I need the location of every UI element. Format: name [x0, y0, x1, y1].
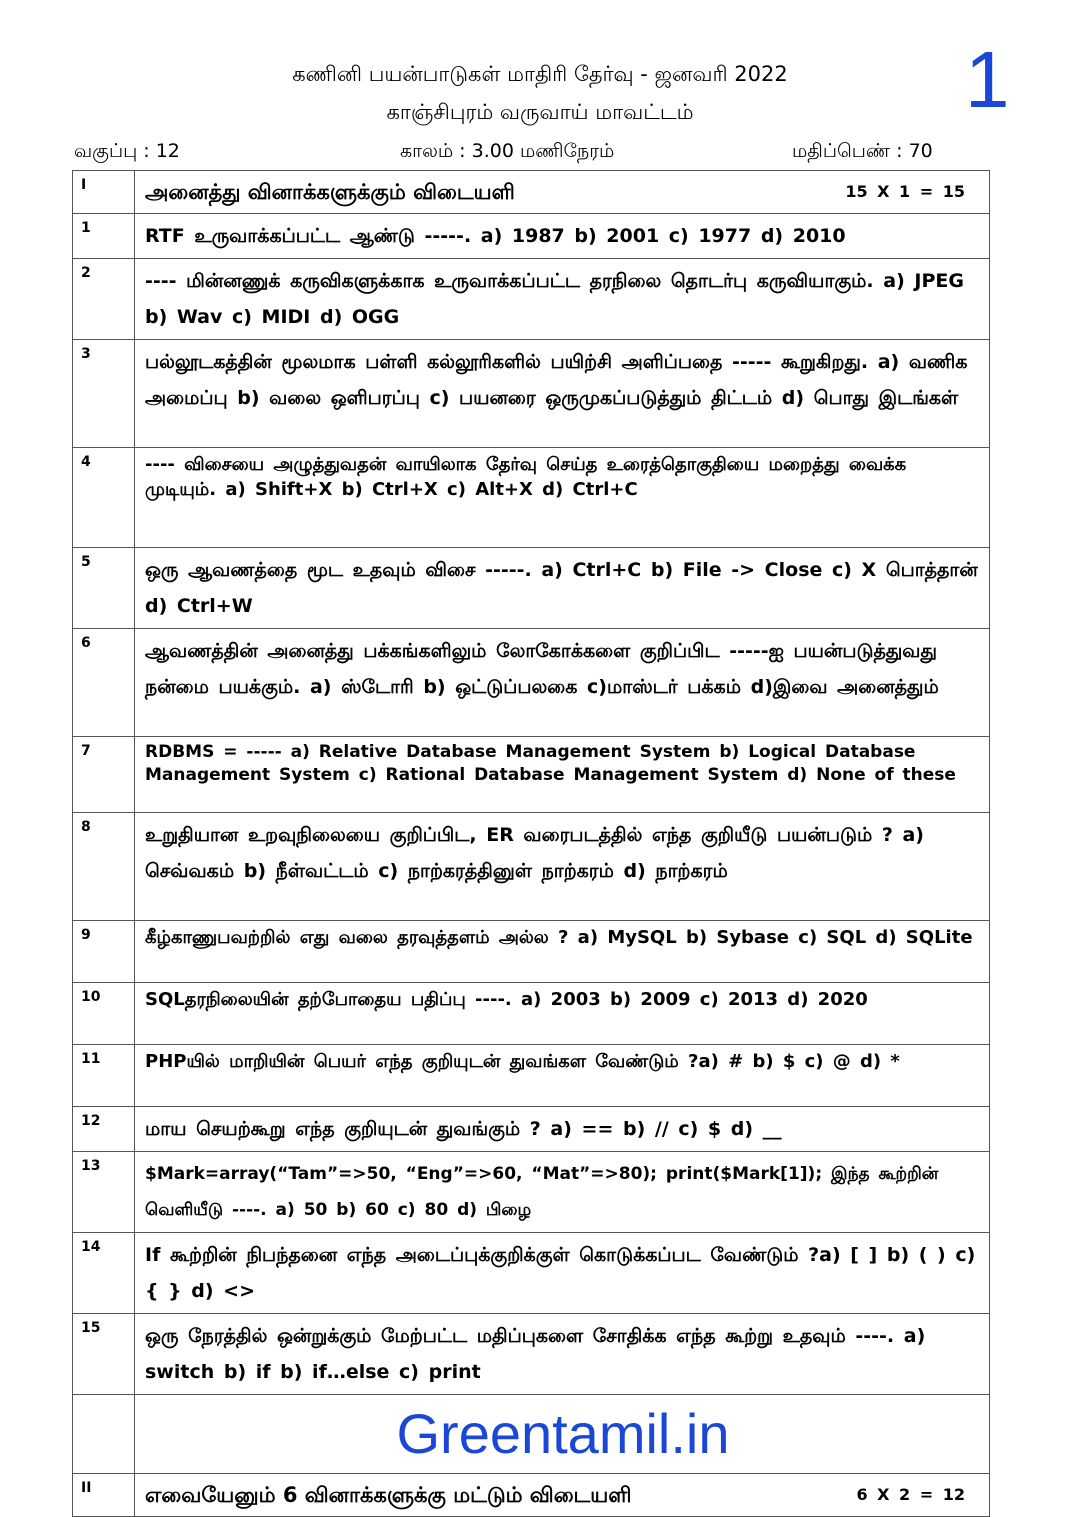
question-row: [73, 1107, 990, 1152]
question-text: ---- விசையை அழுத்துவதன் வாயிலாக தேர்வு செய்த உரைத்தொகுதியை மறைத்து வைக்க முடியும். a) Shift+X b) Ctrl+X c) Alt+X d) Ctrl+C: [145, 454, 907, 500]
question-number: 4: [73, 448, 135, 548]
question-row: [73, 340, 990, 448]
question-row: [73, 214, 990, 259]
time-info: காலம் : 3.00 மணிநேரம்: [400, 140, 615, 162]
question-table: [72, 170, 990, 1517]
class-info: வகுப்பு : 12: [74, 140, 180, 162]
question-text: பல்லூடகத்தின் மூலமாக பள்ளி கல்லூரிகளில் பயிற்சி அளிப்பதை ----- கூறுகிறது. a) வணிக அமைப்பு b) வலை ஒளிபரப்பு c) பயனரை ஒருமுகப்படுத்தும் திட்டம் d) பொது இடங்கள்: [145, 351, 968, 409]
section-number: I: [73, 171, 135, 214]
section-number: II: [73, 1474, 135, 1517]
watermark-row: [73, 1395, 990, 1474]
question-row: [73, 983, 990, 1045]
section-marks: 15 X 1 = 15: [845, 182, 965, 201]
question-row: [73, 259, 990, 340]
question-row: [73, 813, 990, 921]
question-text: PHPயில் மாறியின் பெயர் எந்த குறியுடன் துவங்கள வேண்டும் ?a) # b) $ c) @ d) *: [145, 1051, 900, 1072]
question-text: ஆவணத்தின் அனைத்து பக்கங்களிலும் லோகோக்களை குறிப்பிட -----ஐ பயன்படுத்துவது நன்மை பயக்கும். a) ஸ்டோரி b) ஒட்டுப்பலகை c)மாஸ்டர் பக்கம் d)இவை அனைத்தும்: [145, 640, 939, 698]
section-title: எவையேனும் 6 வினாக்களுக்கு மட்டும் விடையளி: [145, 1483, 632, 1507]
question-row: [73, 548, 990, 629]
marks-info: மதிப்பெண் : 70: [792, 140, 933, 162]
question-row: [73, 1233, 990, 1314]
watermark-logo: Greentamil.in: [396, 1402, 730, 1465]
question-row: [73, 1045, 990, 1107]
question-text: ஒரு ஆவணத்தை மூட உதவும் விசை -----. a) Ctrl+C b) File -> Close c) X பொத்தான் d) Ctrl+W: [145, 559, 978, 617]
section-title: அனைத்து வினாக்களுக்கும் விடையளி: [145, 180, 515, 204]
question-number: 10: [73, 983, 135, 1045]
question-text: ---- மின்னணுக் கருவிகளுக்காக உருவாக்கப்பட்ட தரநிலை தொடர்பு கருவியாகும். a) JPEG b) Wav c) MIDI d) OGG: [145, 270, 964, 328]
question-row: [73, 448, 990, 548]
question-number: 13: [73, 1152, 135, 1233]
question-number: 11: [73, 1045, 135, 1107]
question-text: $Mark=array(“Tam”=>50, “Eng”=>60, “Mat”=>80); print($Mark[1]); இந்த கூற்றின் வெளியீடு ----. a) 50 b) 60 c) 80 d) பிழை: [145, 1164, 939, 1220]
question-number: 9: [73, 921, 135, 983]
question-text: மாய செயற்கூறு எந்த குறியுடன் துவங்கும் ? a) == b) // c) $ d) __: [145, 1118, 782, 1140]
section-marks: 6 X 2 = 12: [856, 1485, 965, 1504]
question-row: [73, 629, 990, 737]
section-header: [73, 1474, 990, 1517]
question-text: உறுதியான உறவுநிலையை குறிப்பிட, ER வரைபடத்தில் எந்த குறியீடு பயன்படும் ? a) செவ்வகம் b) நீள்வட்டம் c) நாற்கரத்தினுள் நாற்கரம் d) நாற்கரம்: [145, 824, 924, 882]
question-text: RTF உருவாக்கப்பட்ட ஆண்டு -----. a) 1987 b) 2001 c) 1977 d) 2010: [145, 225, 846, 247]
page-number: 1: [965, 35, 1010, 124]
district-name: காஞ்சிபுரம் வருவாய் மாவட்டம்: [386, 100, 694, 124]
question-row: [73, 1152, 990, 1233]
question-number: 5: [73, 548, 135, 629]
question-text: ஒரு நேரத்தில் ஒன்றுக்கும் மேற்பட்ட மதிப்புகளை சோதிக்க எந்த கூற்று உதவும் ----. a) switch b) if b) if…else c) print: [145, 1325, 926, 1383]
question-row: [73, 921, 990, 983]
exam-title: கணினி பயன்பாடுகள் மாதிரி தேர்வு - ஜனவரி 2022: [292, 62, 788, 86]
question-number: 12: [73, 1107, 135, 1152]
question-number: 8: [73, 813, 135, 921]
question-text: கீழ்காணுபவற்றில் எது வலை தரவுத்தளம் அல்ல ? a) MySQL b) Sybase c) SQL d) SQLite: [145, 927, 973, 948]
question-number: 1: [73, 214, 135, 259]
question-number: 7: [73, 737, 135, 813]
section-header: [73, 171, 990, 214]
question-text: RDBMS = ----- a) Relative Database Management System b) Logical Database Management System c) Rational Database Management System d) None of these: [145, 742, 956, 785]
question-row: [73, 1314, 990, 1395]
question-number: 3: [73, 340, 135, 448]
question-number: 15: [73, 1314, 135, 1395]
question-number: 2: [73, 259, 135, 340]
question-row: [73, 737, 990, 813]
question-number: 6: [73, 629, 135, 737]
question-text: SQLதரநிலையின் தற்போதைய பதிப்பு ----. a) 2003 b) 2009 c) 2013 d) 2020: [145, 989, 868, 1010]
question-text: If கூற்றின் நிபந்தனை எந்த அடைப்புக்குறிக்குள் கொடுக்கப்பட வேண்டும் ?a) [ ] b) ( ) c) { } d) <>: [145, 1244, 976, 1302]
page-header: [0, 0, 1080, 170]
question-number: 14: [73, 1233, 135, 1314]
